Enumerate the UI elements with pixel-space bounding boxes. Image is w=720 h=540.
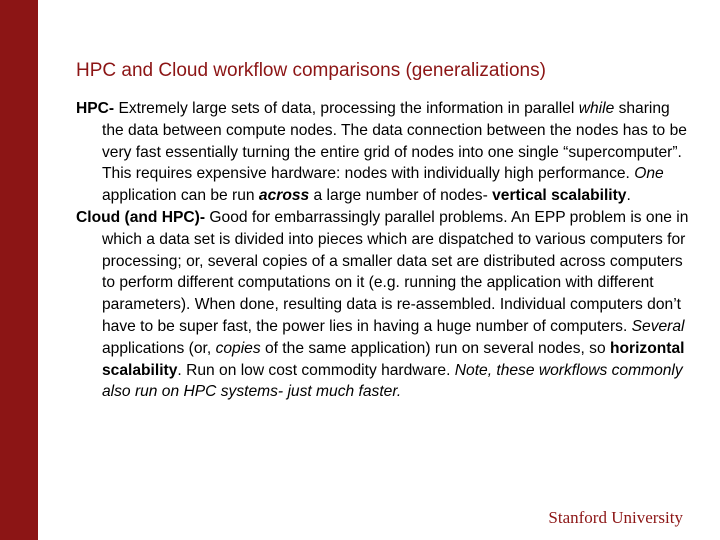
hpc-vertical-scalability: vertical scalability <box>492 187 627 205</box>
left-accent-bar <box>0 0 38 540</box>
hpc-emphasis-one: One <box>634 165 664 183</box>
cloud-paragraph <box>76 207 691 403</box>
cloud-text-4: . Run on low cost commodity hardware. <box>177 361 455 379</box>
hpc-text-5: . <box>626 187 631 205</box>
slide-body <box>76 98 691 403</box>
cloud-text-1: Good for embarrassingly parallel problems. An EPP problem is one in which a data set is divided into pieces which are dispatched to various computers for processing; or, several copies of a smaller data set are distributed across computers to perform different computations on it (e.g. running the application with different parameters). When done, resulting data is re-assembled. Individual computers don’t have to be super fast, the power lies in having a huge number of computers. <box>102 208 689 335</box>
cloud-text-2: applications (or, <box>102 339 216 357</box>
cloud-note: Note, these workflows commonly also run on HPC systems- just much faster. <box>102 361 683 401</box>
hpc-text-1: Extremely large sets of data, processing the information in parallel <box>114 100 579 117</box>
hpc-text-4: a large number of nodes- <box>309 187 493 205</box>
cloud-term: Cloud (and HPC)- <box>76 208 206 226</box>
cloud-emphasis-copies: copies <box>215 339 261 357</box>
hpc-text-2: sharing the data between compute nodes. The data connection between the nodes has to be very fast essentially turning the entire grid of nodes into one single “supercomputer”. This requires expensive hardware: nodes with individually high performance. <box>102 100 687 183</box>
cloud-text-3: of the same application) run on several nodes, so <box>260 339 610 357</box>
hpc-emphasis-while: while <box>578 100 615 117</box>
hpc-emphasis-across: across <box>258 187 310 205</box>
hpc-text-3: application can be run <box>102 187 259 205</box>
cloud-emphasis-several: Several <box>631 317 685 335</box>
cloud-horizontal-scalability: horizontal scalability <box>102 339 685 379</box>
slide-title: HPC and Cloud workflow comparisons (generalizations) <box>76 60 546 81</box>
hpc-term: HPC- <box>76 100 115 117</box>
hpc-paragraph <box>76 98 691 207</box>
stanford-university-logo: Stanford University <box>548 508 683 527</box>
